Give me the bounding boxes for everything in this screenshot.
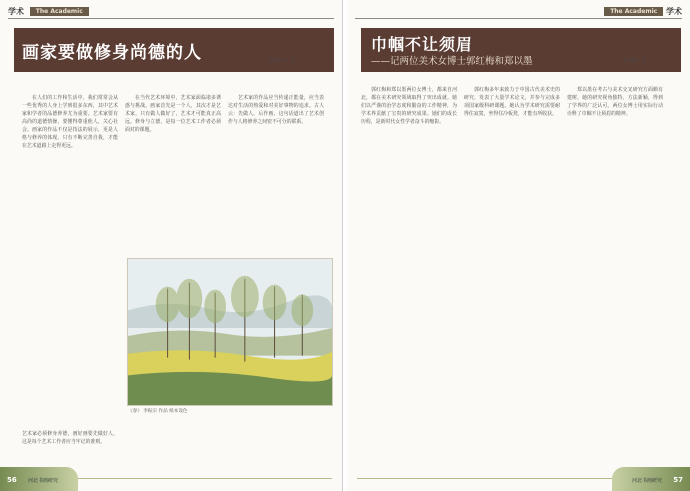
- article-body: [361, 86, 663, 450]
- article-subtitle: ——记两位美术女博士郭红梅和郑以墨: [371, 56, 533, 67]
- page-number: 56: [7, 476, 17, 484]
- header-rule: [8, 18, 334, 19]
- article-title: 画家要做修身尚德的人: [22, 43, 202, 63]
- header-rule: [355, 18, 682, 19]
- landscape-painting: [128, 259, 332, 405]
- title-band: [14, 28, 334, 72]
- section-tag: 学术: [666, 7, 682, 16]
- left-footer: [0, 467, 342, 491]
- left-page: [0, 0, 343, 491]
- magazine-name: 河北书画研究: [631, 478, 662, 484]
- footer-rule: [78, 478, 332, 479]
- text-column: 郑以墨在考古与美术交叉研究方面颇有建树，她的研究视角独特，方法新颖，得到了学界的广泛认可。两位女博士用实际行动诠释了巾帼不让须眉的精神。: [567, 87, 663, 117]
- right-footer: [347, 467, 690, 491]
- lower-text-column: 艺术家必须修身养德，画好画要先做好人，这是每个艺术工作者应当牢记的准则。: [22, 431, 118, 445]
- footer-rule: [357, 478, 612, 479]
- painting-caption: 《春》 李振宗 作品 纸本设色: [128, 409, 188, 414]
- magazine-name: 河北书画研究: [28, 478, 59, 484]
- text-column: 郭红梅和郑以墨两位女博士，都来自河北，都在美术研究领域取得了突出成就。她们以严谨的治学态度和勤奋的工作精神，为学术界贡献了宝贵的研究成果。她们的成长历程，是新时代女性学者奋斗的缩影。: [361, 87, 457, 125]
- article-title: 巾帼不让须眉: [371, 35, 474, 54]
- painting-image: [127, 258, 333, 406]
- right-page: [347, 0, 690, 491]
- text-column: 在当代艺术环境中，艺术家面临诸多诱惑与挑战。画家首先是一个人，其次才是艺术家。只有做人做好了，艺术才可能真正高远。修身与立德，是每一位艺术工作者必须面对的课题。: [125, 95, 221, 133]
- text-column: 艺术家的作品应当传递正能量，应当表达对生活的热爱和对美好事物的追求。古人云：先做人，后作画。这句话道出了艺术创作与人格修养之间密不可分的联系。: [228, 95, 324, 125]
- byline: 李振宗 / 文: [268, 58, 296, 64]
- text-column: 郭红梅多年来致力于中国古代美术史的研究，发表了大量学术论文，并参与完成多项国家级科研课题。她认为学术研究需要耐得住寂寞，坐得住冷板凳，才能有所收获。: [464, 87, 560, 117]
- column-tag: The Academic: [30, 7, 89, 16]
- byline: 李 雄 / 文: [623, 58, 647, 64]
- text-column: 在人们的工作和生活中，我们常常会从一些优秀的人身上学到很多东西，其中艺术家和学者的品德修养尤为重要。艺术家要有高尚的道德情操，要懂得尊重他人，关心社会。画家的作品不仅是技法的展示，更是人格与修养的体现。只有不断完善自我，才能在艺术道路上走得更远。: [22, 95, 118, 149]
- page-number: 57: [673, 476, 683, 484]
- title-band: [361, 28, 681, 72]
- column-tag: The Academic: [604, 7, 663, 16]
- section-tag: 学术: [8, 7, 24, 16]
